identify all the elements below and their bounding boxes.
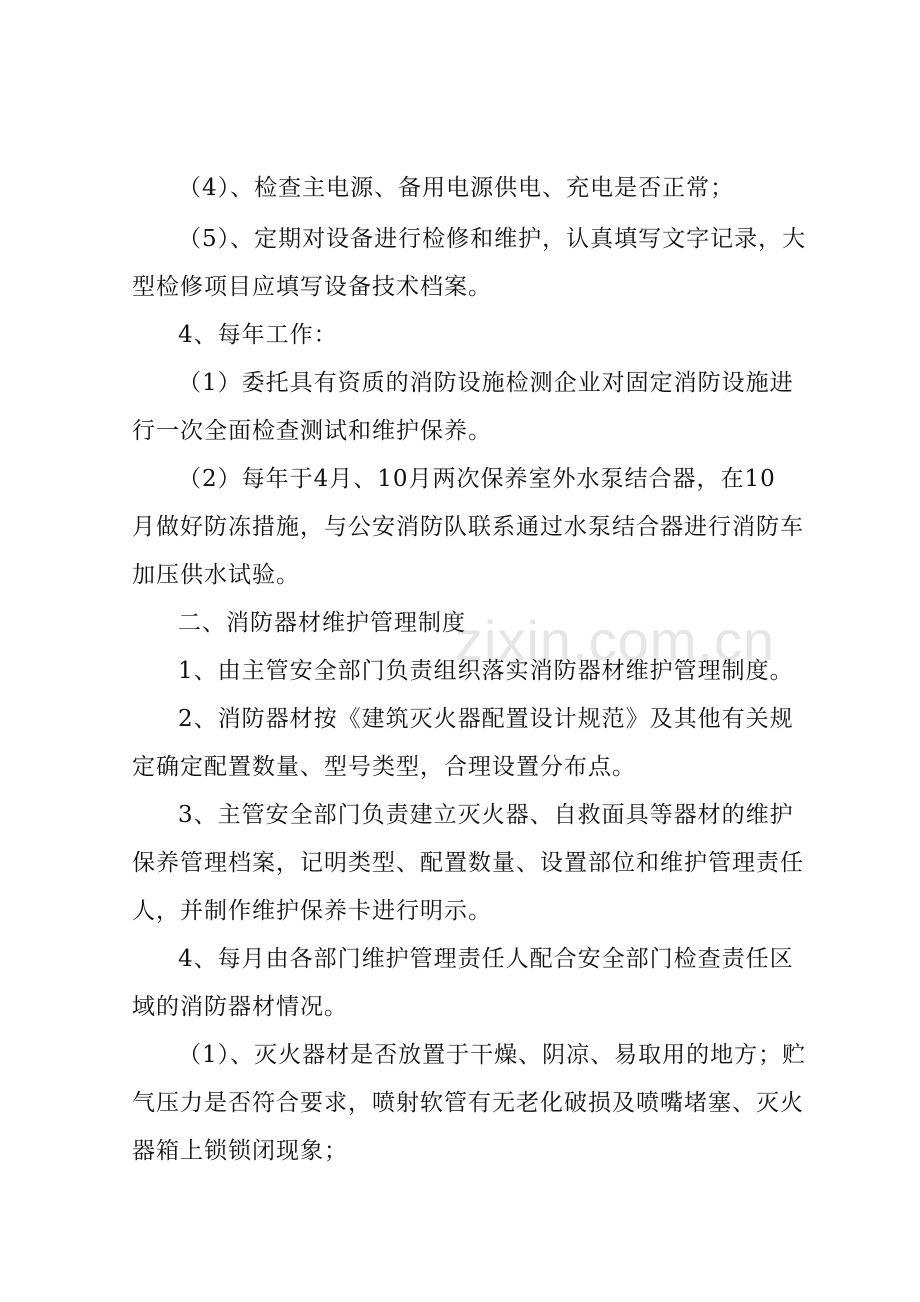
watermark: zixin.com.cn	[455, 609, 776, 672]
text-line: 4、每年工作：	[178, 322, 338, 348]
text-line: 气压力是否符合要求，喷射软管有无老化破损及喷嘴堵塞、灭火	[132, 1090, 804, 1116]
text-line: 人，并制作维护保养卡进行明示。	[132, 898, 492, 924]
text-line: 加压供水试验。	[132, 562, 300, 588]
text-line: 1、由主管安全部门负责组织落实消防器材维护管理制度。	[178, 658, 794, 684]
text-line: 保养管理档案，记明类型、配置数量、设置部位和维护管理责任	[132, 850, 804, 876]
text-line: 3、主管安全部门负责建立灭火器、自救面具等器材的维护	[178, 802, 794, 828]
text-line: （1）委托具有资质的消防设施检测企业对固定消防设施进	[178, 370, 794, 396]
text-line: 域的消防器材情况。	[132, 994, 348, 1020]
text-line: （1）、灭火器材是否放置于干燥、阴凉、易取用的地方；贮	[178, 1042, 807, 1068]
text-line: 4、每月由各部门维护管理责任人配合安全部门检查责任区	[178, 946, 794, 972]
text-line: 月做好防冻措施，与公安消防队联系通过水泵结合器进行消防车	[132, 514, 804, 540]
text-line: 2、消防器材按《建筑灭火器配置设计规范》及其他有关规	[178, 706, 794, 732]
text-line: 型检修项目应填写设备技术档案。	[132, 274, 492, 300]
text-line: （5）、定期对设备进行检修和维护，认真填写文字记录，大	[178, 226, 807, 252]
text-line: （2）每年于4月、10月两次保养室外水泵结合器，在10	[178, 466, 776, 492]
text-line: 定确定配置数量、型号类型，合理设置分布点。	[132, 754, 636, 780]
text-line: 器箱上锁锁闭现象；	[132, 1138, 348, 1164]
section-heading: 二、消防器材维护管理制度	[178, 610, 466, 636]
text-line: 行一次全面检查测试和维护保养。	[132, 418, 492, 444]
text-line: （4）、检查主电源、备用电源供电、充电是否正常；	[178, 175, 735, 201]
